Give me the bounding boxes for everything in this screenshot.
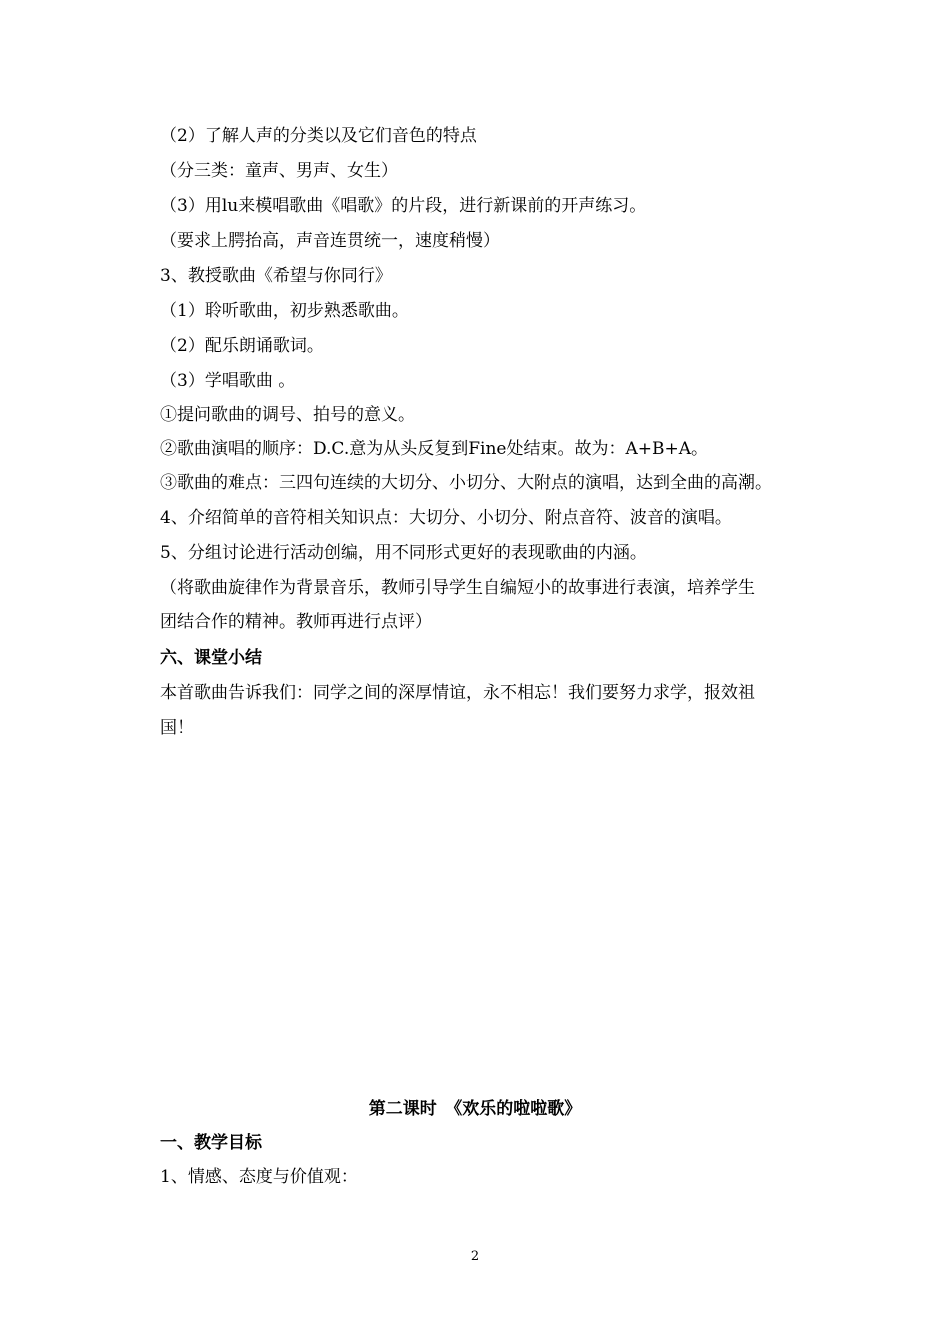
- text-line: （1）聆听歌曲，初步熟悉歌曲。: [160, 301, 409, 321]
- text-line: ①提问歌曲的调号、拍号的意义。: [160, 405, 415, 425]
- text-line: （3）学唱歌曲 。: [160, 371, 296, 391]
- text-line: 3、教授歌曲《希望与你同行》: [160, 266, 392, 286]
- text-line: 4、介绍简单的音符相关知识点：大切分、小切分、附点音符、波音的演唱。: [160, 508, 732, 528]
- text-line: 5、分组讨论进行活动创编，用不同形式更好的表现歌曲的内涵。: [160, 543, 647, 563]
- text-line: （将歌曲旋律作为背景音乐，教师引导学生自编短小的故事进行表演，培养学生: [160, 578, 755, 598]
- text-line: ③歌曲的难点：三四句连续的大切分、小切分、大附点的演唱，达到全曲的高潮。: [160, 473, 772, 493]
- page-number: 2: [470, 1249, 480, 1264]
- text-line: （2）配乐朗诵歌词。: [160, 336, 324, 356]
- text-line: 本首歌曲告诉我们：同学之间的深厚情谊，永不相忘！我们要努力求学，报效祖: [160, 683, 755, 703]
- section-heading: 一、教学目标: [160, 1133, 262, 1153]
- text-line: （2）了解人声的分类以及它们音色的特点: [160, 126, 477, 146]
- text-line: （3）用lu来模唱歌曲《唱歌》的片段，进行新课前的开声练习。: [160, 196, 647, 216]
- text-line: （要求上腭抬高，声音连贯统一，速度稍慢）: [160, 231, 500, 251]
- section-heading: 六、课堂小结: [160, 648, 262, 668]
- lesson-title: 第二课时 《欢乐的啦啦歌》: [368, 1099, 582, 1119]
- text-line: （分三类：童声、男声、女生）: [160, 161, 398, 181]
- text-line: 国！: [160, 718, 194, 738]
- text-line: 1、情感、态度与价值观：: [160, 1167, 358, 1187]
- text-line: 团结合作的精神。教师再进行点评）: [160, 612, 432, 632]
- text-line: ②歌曲演唱的顺序：D.C.意为从头反复到Fine处结束。故为：A+B+A。: [160, 439, 709, 459]
